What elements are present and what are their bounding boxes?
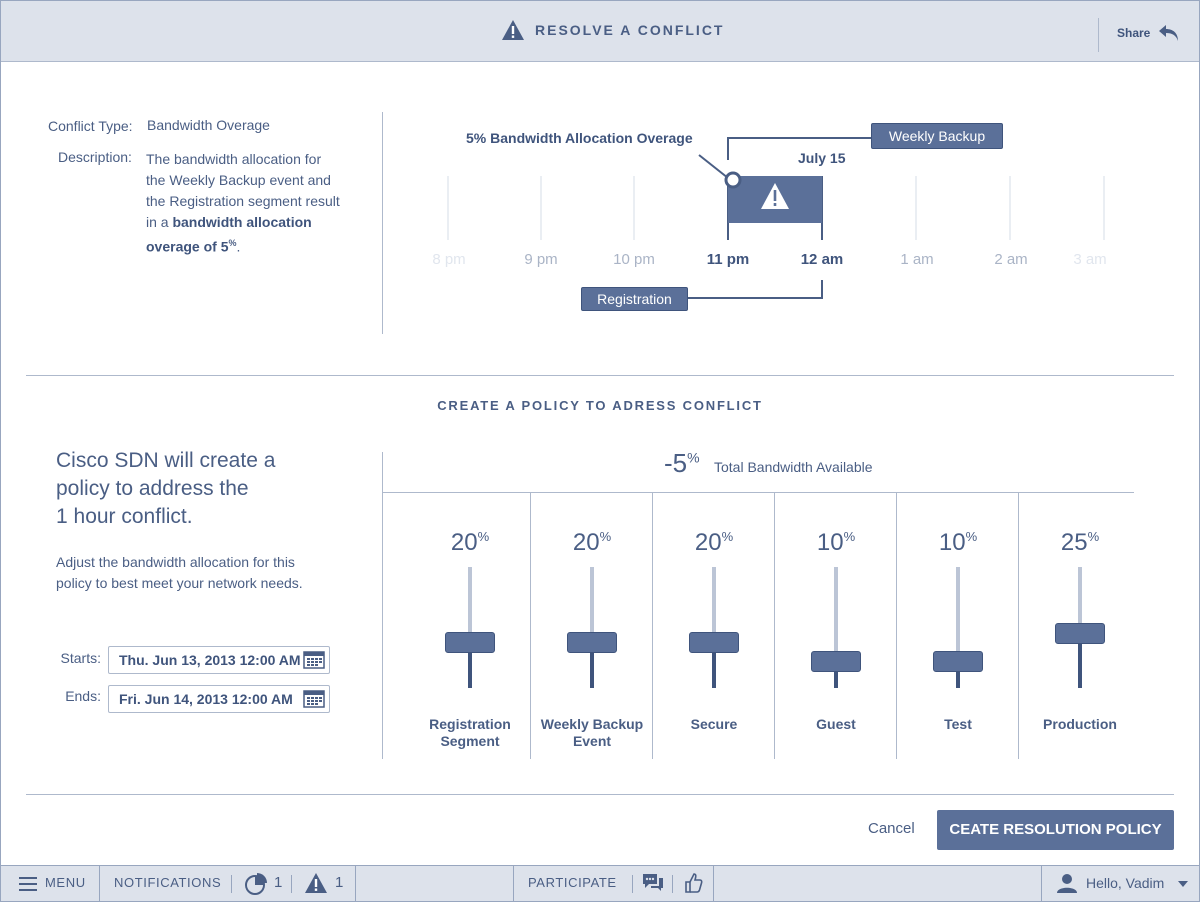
user-greeting: Hello, Vadim bbox=[1086, 875, 1165, 891]
slider-handle[interactable] bbox=[1055, 623, 1105, 644]
slider-label bbox=[1019, 716, 1141, 733]
slider-label-line: Secure bbox=[690, 716, 738, 732]
slider-label-line: Production bbox=[1043, 716, 1117, 732]
slider-value bbox=[897, 529, 1019, 557]
slider-label-line: Weekly Backup bbox=[540, 716, 644, 732]
time-label: 9 pm bbox=[524, 251, 558, 268]
policy-headline-line: 1 hour conflict. bbox=[56, 505, 193, 528]
weekly-backup-tag[interactable]: Weekly Backup bbox=[871, 123, 1003, 149]
slider-value bbox=[531, 529, 653, 557]
thumbs-up-icon[interactable] bbox=[683, 872, 703, 894]
slider-label-line: Test bbox=[944, 716, 972, 732]
user-menu[interactable] bbox=[1056, 866, 1196, 902]
policy-subtext bbox=[56, 552, 336, 594]
slider-value-number: 10 bbox=[938, 529, 966, 556]
slider-value-number: 20 bbox=[694, 529, 722, 556]
slider-column bbox=[1019, 493, 1141, 759]
slider-label bbox=[531, 716, 653, 750]
ends-date-field[interactable] bbox=[108, 685, 330, 713]
slider-value bbox=[409, 529, 531, 557]
date-label: July 15 bbox=[798, 150, 846, 166]
slider-track[interactable] bbox=[712, 567, 716, 688]
slider-value bbox=[775, 529, 897, 557]
share-button[interactable] bbox=[1117, 23, 1180, 43]
pie-count: 1 bbox=[274, 874, 283, 891]
bar-divider bbox=[513, 866, 514, 902]
slider-label bbox=[897, 716, 1019, 733]
slider-label bbox=[653, 716, 775, 733]
chevron-down-icon bbox=[1178, 881, 1188, 888]
policy-divider bbox=[382, 452, 383, 759]
description-line bbox=[146, 212, 376, 233]
time-label: 2 am bbox=[994, 251, 1028, 268]
user-avatar-icon bbox=[1056, 872, 1078, 894]
header-bar bbox=[1, 1, 1199, 62]
slider-track[interactable] bbox=[468, 567, 472, 688]
notifications-button[interactable]: NOTIFICATIONS bbox=[114, 875, 222, 890]
policy-headline bbox=[56, 447, 336, 531]
pie-chart-icon[interactable] bbox=[244, 872, 268, 896]
starts-date-field[interactable] bbox=[108, 646, 330, 674]
ends-date-value: Fri. Jun 14, 2013 12:00 AM bbox=[119, 691, 293, 707]
slider-value-unit: % bbox=[599, 529, 612, 544]
policy-headline-line: policy to address the bbox=[56, 477, 249, 500]
slider-value-unit: % bbox=[1087, 529, 1100, 544]
menu-button[interactable] bbox=[19, 866, 99, 902]
bar-minor-divider bbox=[291, 875, 292, 893]
create-resolution-policy-button[interactable]: CEATE RESOLUTION POLICY bbox=[937, 810, 1174, 850]
starts-date-value: Thu. Jun 13, 2013 12:00 AM bbox=[119, 652, 301, 668]
slider-label bbox=[775, 716, 897, 733]
starts-label: Starts: bbox=[60, 650, 101, 666]
page-title: RESOLVE A CONFLICT bbox=[535, 22, 725, 38]
time-label: 10 pm bbox=[613, 251, 655, 268]
policy-section-title: CREATE A POLICY TO ADRESS CONFLICT bbox=[437, 398, 763, 413]
description-bold: overage of 5 bbox=[146, 238, 229, 255]
alert-icon[interactable] bbox=[304, 872, 328, 894]
time-label: 3 am bbox=[1073, 251, 1107, 268]
description-line-start: in a bbox=[146, 214, 173, 230]
policy-subtext-line: policy to best meet your network needs. bbox=[56, 575, 303, 591]
description-line: the Weekly Backup event and bbox=[146, 172, 331, 188]
calendar-icon[interactable] bbox=[303, 690, 325, 708]
slider-handle[interactable] bbox=[567, 632, 617, 653]
bar-minor-divider bbox=[632, 875, 633, 893]
time-label-highlight: 11 pm bbox=[706, 251, 750, 268]
description-bold: bandwidth allocation bbox=[172, 214, 312, 230]
bottom-bar bbox=[1, 865, 1199, 901]
slider-column bbox=[775, 493, 897, 759]
slider-handle[interactable] bbox=[933, 651, 983, 672]
actions-divider bbox=[26, 794, 1174, 795]
time-label: 8 pm bbox=[432, 251, 466, 268]
description-line: The bandwidth allocation for bbox=[146, 151, 322, 167]
slider-value-unit: % bbox=[965, 529, 978, 544]
slider-handle[interactable] bbox=[811, 651, 861, 672]
overage-label: 5% Bandwidth Allocation Overage bbox=[466, 130, 693, 146]
slider-value-number: 20 bbox=[450, 529, 478, 556]
hamburger-icon bbox=[19, 876, 37, 892]
slider-column bbox=[897, 493, 1019, 759]
slider-handle[interactable] bbox=[445, 632, 495, 653]
alert-count: 1 bbox=[335, 874, 344, 891]
bar-divider bbox=[1041, 866, 1042, 902]
slider-value bbox=[653, 529, 775, 557]
calendar-icon[interactable] bbox=[303, 651, 325, 669]
slider-value-unit: % bbox=[843, 529, 856, 544]
share-divider bbox=[1098, 18, 1099, 52]
page-title-wrap bbox=[501, 19, 724, 41]
description-text bbox=[146, 149, 376, 258]
share-arrow-icon bbox=[1158, 23, 1180, 43]
time-label-highlight: 12 am bbox=[800, 251, 844, 268]
slider-label bbox=[409, 716, 531, 750]
slider-column bbox=[531, 493, 653, 759]
total-value: -5 bbox=[664, 448, 688, 478]
bar-divider bbox=[713, 866, 714, 902]
slider-label-line: Event bbox=[572, 733, 612, 749]
slider-value-unit: % bbox=[721, 529, 734, 544]
cancel-button[interactable]: Cancel bbox=[868, 820, 915, 837]
slider-value-number: 10 bbox=[816, 529, 844, 556]
share-label: Share bbox=[1117, 26, 1151, 40]
policy-subtext-line: Adjust the bandwidth allocation for this bbox=[56, 554, 295, 570]
slider-column bbox=[653, 493, 775, 759]
description-line bbox=[146, 233, 376, 258]
registration-tag[interactable]: Registration bbox=[581, 287, 688, 311]
slider-label-line: Registration bbox=[429, 716, 511, 732]
slider-handle[interactable] bbox=[689, 632, 739, 653]
slider-label-line: Guest bbox=[816, 716, 856, 732]
total-bandwidth-value bbox=[664, 448, 700, 479]
bar-minor-divider bbox=[231, 875, 232, 893]
description-label: Description: bbox=[58, 149, 132, 165]
participate-button[interactable]: PARTICIPATE bbox=[528, 875, 617, 890]
bar-divider bbox=[355, 866, 356, 902]
menu-label: MENU bbox=[45, 875, 86, 890]
conflict-type-label: Conflict Type: bbox=[48, 118, 133, 134]
warning-icon bbox=[501, 19, 525, 41]
slider-value bbox=[1019, 529, 1141, 557]
conflict-divider bbox=[382, 112, 383, 334]
slider-label-line: Segment bbox=[440, 733, 500, 749]
total-bandwidth-label: Total Bandwidth Available bbox=[714, 459, 873, 475]
slider-value-number: 20 bbox=[572, 529, 600, 556]
conflict-type-value: Bandwidth Overage bbox=[147, 117, 270, 133]
description-line: the Registration segment result bbox=[146, 193, 340, 209]
time-label: 1 am bbox=[900, 251, 934, 268]
description-sup: % bbox=[228, 238, 237, 248]
bar-divider bbox=[99, 866, 100, 902]
bar-minor-divider bbox=[672, 875, 673, 893]
slider-column bbox=[409, 493, 531, 759]
description-end: . bbox=[236, 238, 241, 255]
slider-track[interactable] bbox=[590, 567, 594, 688]
total-unit: % bbox=[687, 449, 700, 466]
policy-headline-line: Cisco SDN will create a bbox=[56, 449, 276, 472]
ends-label: Ends: bbox=[65, 688, 101, 704]
chat-icon[interactable] bbox=[641, 872, 665, 894]
section-divider bbox=[26, 375, 1174, 376]
slider-value-unit: % bbox=[477, 529, 490, 544]
slider-value-number: 25 bbox=[1060, 529, 1088, 556]
